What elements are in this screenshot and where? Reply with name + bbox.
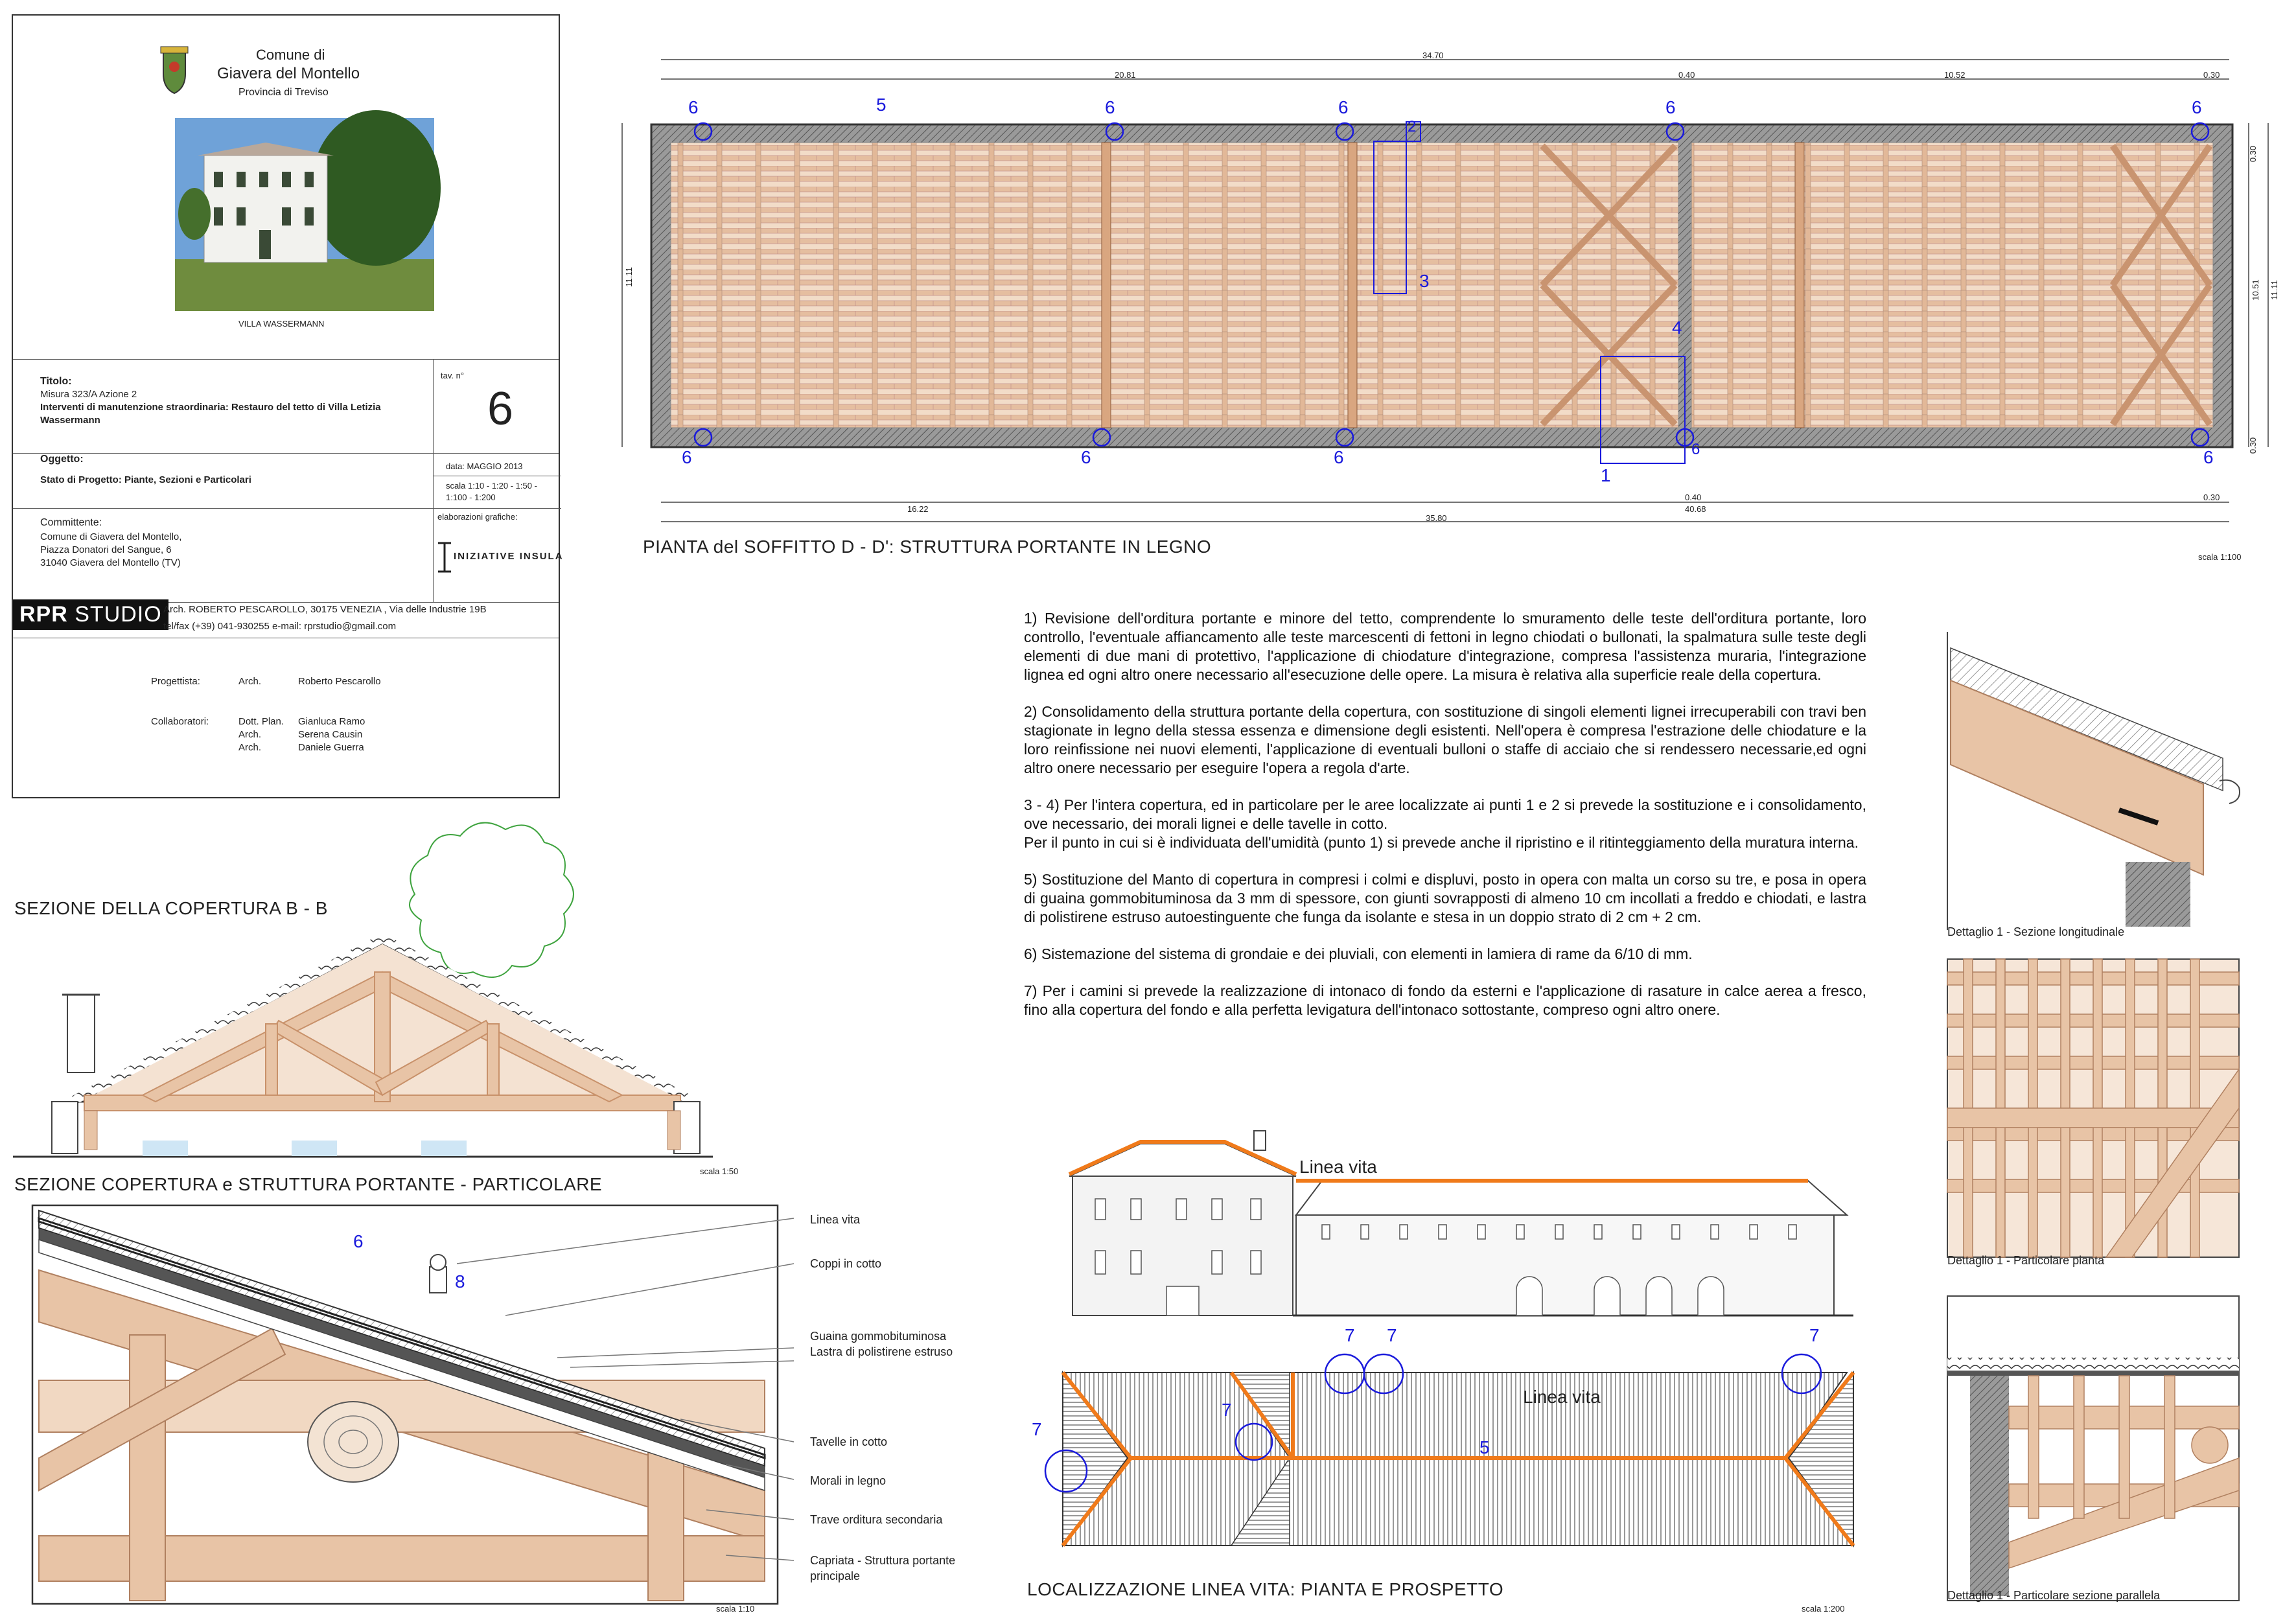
photo-caption: VILLA WASSERMANN bbox=[238, 319, 325, 329]
label-capriata-2: principale bbox=[810, 1570, 861, 1582]
committente-3: 31040 Giavera del Montello (TV) bbox=[40, 557, 181, 568]
plan-marker-6c: 6 bbox=[1338, 97, 1349, 117]
committente-label: Committente: bbox=[40, 517, 102, 528]
comune-line2: Giavera del Montello bbox=[217, 65, 360, 82]
label-capriata-1: Capriata - Struttura portante bbox=[810, 1554, 956, 1567]
lifeline-marker-5: 5 bbox=[1479, 1437, 1490, 1457]
lifeline-marker-7b: 7 bbox=[1387, 1325, 1397, 1345]
collab-title-3: Arch. bbox=[238, 742, 262, 753]
note-2: 2) Consolidamento della struttura portante della copertura, con sostituzione di singoli elementi lignei irrecuperabili con travi ben stagionate in legno della stessa essenza e dimensione degli esistenti. Nell'opera è compresa l'estrazione delle chiodature e la loro reinfissione nei nuovi elementi, l'applicazione di eventuali bulloni o staffe di acciaio che si rendessero necessarie,ed ogni altro onere necessario per eseguire l'opera a regola d'arte. bbox=[1024, 703, 1866, 776]
detail-marker-6: 6 bbox=[353, 1231, 364, 1251]
label-morali: Morali in legno bbox=[810, 1474, 887, 1487]
studio-bold: RPR bbox=[19, 602, 68, 627]
details-drawing bbox=[1947, 632, 2240, 1601]
plan-dim-side-1: 0.30 bbox=[2248, 145, 2258, 163]
plan-dim-side-3: 11.11 bbox=[2269, 280, 2279, 300]
label-guaina: Guaina gommobituminosa bbox=[810, 1330, 947, 1343]
section-detail-drawing bbox=[32, 1205, 794, 1604]
label-tavelle: Tavelle in cotto bbox=[810, 1435, 888, 1448]
plan-dim-top-3: 10.52 bbox=[1944, 70, 1966, 80]
collab-name-2: Serena Causin bbox=[298, 729, 363, 740]
titolo-line2: Interventi di manutenzione straordinaria: Restauro del tetto di Villa Letizia bbox=[40, 402, 381, 413]
section-detail-title: SEZIONE COPERTURA e STRUTTURA PORTANTE - PARTICOLARE bbox=[14, 1174, 603, 1194]
label-trave: Trave orditura secondaria bbox=[810, 1513, 943, 1526]
data-value: data: MAGGIO 2013 bbox=[446, 461, 523, 471]
studio-contacts: tel/fax (+39) 041-930255 e-mail: rprstudio@gmail.com bbox=[163, 621, 397, 632]
note-1: 1) Revisione dell'orditura portante e minore del tetto, comprendente lo smuramento delle teste dell'orditura portante, loro controllo, l'eventuale affiancamento alle teste marcescenti di fettoni in legno chiodati o bullonati, la spalmatura sulle teste degli elementi di due mani di protettivo, l'applicazione di chiodature d'integrazione, compresa l'assistenza muraria, l'integrazione lignea ed ogni altro onere necessario all'esecuzione delle opere. La misura è relativa alla superficie reale della copertura. bbox=[1024, 610, 1866, 683]
oggetto-label: Oggetto: bbox=[40, 454, 84, 465]
note-6: 6) Sistemazione del sistema di grondaie e dei pluviali, con elementi in lamiera di rame da 6/10 di mm. bbox=[1024, 945, 1693, 962]
plan-marker-6d: 6 bbox=[1665, 97, 1676, 117]
collaboratori-label: Collaboratori: bbox=[151, 716, 209, 727]
plan-dim-side-0: 11.11 bbox=[623, 267, 634, 287]
elaborazioni-label: elaborazioni grafiche: bbox=[437, 512, 518, 522]
plan-dim-side-4: 0.30 bbox=[2248, 437, 2258, 454]
plan-marker-1: 1 bbox=[1601, 465, 1611, 485]
plan-dim-top-0: 34.70 bbox=[1422, 51, 1444, 60]
progettista-name: Roberto Pescarollo bbox=[298, 676, 381, 687]
scala-line1: scala 1:10 - 1:20 - 1:50 - bbox=[446, 481, 537, 491]
note-3a: 3 - 4) Per l'intera copertura, ed in particolare per le aree localizzate ai punti 1 e 2 si prevede la sostituzione e i consolidamento, ove necessario, dei morali lignei e delle tavelle in cotto. bbox=[1024, 796, 1866, 832]
plan-marker-5: 5 bbox=[876, 95, 887, 115]
plan-marker-6b: 6 bbox=[1105, 97, 1115, 117]
committente-1: Comune di Giavera del Montello, bbox=[40, 531, 182, 542]
tav-label: tav. n° bbox=[441, 371, 465, 380]
plan-dim-bottom-4: 0.30 bbox=[2203, 492, 2220, 502]
note-7: 7) Per i camini si prevede la realizzazione di intonaco di fondo da esterni e l'applicazione di rasature in calce aerea a fresco, fino alla copertura del fondo e alla perfetta levigatura dell'intonaco sottostante, compreso ogni altro onere. bbox=[1024, 982, 1866, 1018]
plan-marker-6a: 6 bbox=[688, 97, 699, 117]
note-3b: Per il punto in cui si è individuata dell'umidità (punto 1) si prevede anche il ripristino e il ritinteggiamento della muratura interna. bbox=[1024, 834, 1859, 851]
section-detail-scale: scala 1:10 bbox=[716, 1604, 755, 1614]
roof-plan-drawing bbox=[622, 60, 2268, 522]
plan-marker-6j: 6 bbox=[2203, 447, 2214, 467]
detail-caption-1: Dettaglio 1 - Sezione longitudinale bbox=[1947, 925, 2125, 938]
plan-marker-4: 4 bbox=[1672, 318, 1682, 338]
plan-dim-bottom-1: 16.22 bbox=[907, 504, 929, 514]
comune-line1: Comune di bbox=[256, 47, 325, 63]
lifeline-marker-7e: 7 bbox=[1032, 1419, 1042, 1439]
section-bb-title: SEZIONE DELLA COPERTURA B - B bbox=[14, 898, 328, 918]
note-5: 5) Sostituzione del Manto di copertura in compresi i colmi e displuvi, posto in opera con malta un corso su tre, e posa in opera di guaina gommobituminosa da 3 mm di spessore, con giunti sovrapposti di almeno 10 cm incollati a freddo e chiodati, e lastra di polistirene estruso autoestinguente che funga da isolante e stesa in un doppio strato di 2 cm + 2 cm. bbox=[1024, 871, 1866, 925]
lifeline-marker-7a: 7 bbox=[1345, 1325, 1355, 1345]
lifeline-label-plan: Linea vita bbox=[1523, 1387, 1601, 1407]
scala-line2: 1:100 - 1:200 bbox=[446, 492, 496, 502]
collab-title-1: Dott. Plan. bbox=[238, 716, 284, 727]
plan-dim-top-4: 0.30 bbox=[2203, 70, 2220, 80]
tav-number: 6 bbox=[487, 383, 514, 435]
lifeline-elevation-drawing bbox=[1069, 1131, 1853, 1315]
studio-rest: STUDIO bbox=[75, 602, 162, 627]
plan-dim-bottom-0: 0.40 bbox=[1685, 492, 1702, 502]
collab-title-2: Arch. bbox=[238, 729, 262, 740]
intervention-notes bbox=[1024, 609, 1866, 1019]
titolo-line3: Wassermann bbox=[40, 415, 100, 426]
provincia: Provincia di Treviso bbox=[238, 87, 329, 98]
plan-dim-bottom-3: 35.80 bbox=[1426, 513, 1447, 523]
lifeline-label-elevation: Linea vita bbox=[1299, 1157, 1377, 1177]
plan-marker-3: 3 bbox=[1419, 271, 1430, 291]
plan-marker-2: 2 bbox=[1408, 118, 1417, 135]
lifeline-scale: scala 1:200 bbox=[1802, 1604, 1845, 1614]
section-bb-drawing bbox=[13, 823, 713, 1157]
plan-marker-6f: 6 bbox=[682, 447, 692, 467]
progettista-title: Arch. bbox=[238, 676, 262, 687]
titolo-label: Titolo: bbox=[40, 376, 72, 387]
plan-dim-top-1: 20.81 bbox=[1115, 70, 1136, 80]
plan-scale: scala 1:100 bbox=[2198, 552, 2242, 562]
lifeline-title: LOCALIZZAZIONE LINEA VITA: PIANTA E PROSPETTO bbox=[1027, 1579, 1504, 1599]
detail-marker-8: 8 bbox=[455, 1271, 465, 1292]
committente-2: Piazza Donatori del Sangue, 6 bbox=[40, 544, 172, 555]
lifeline-plan-drawing bbox=[1045, 1354, 1853, 1546]
titolo-line1: Misura 323/A Azione 2 bbox=[40, 389, 137, 400]
oggetto-value: Stato di Progetto: Piante, Sezioni e Particolari bbox=[40, 474, 251, 485]
label-lastra: Lastra di polistirene estruso bbox=[810, 1345, 953, 1358]
studio-logo bbox=[13, 599, 168, 630]
label-linea-vita: Linea vita bbox=[810, 1213, 861, 1226]
plan-marker-6i: 6 bbox=[1691, 441, 1700, 458]
insula-name: INIZIATIVE INSULA bbox=[454, 551, 564, 562]
plan-marker-6g: 6 bbox=[1081, 447, 1091, 467]
lifeline-marker-7c: 7 bbox=[1809, 1325, 1820, 1345]
plan-dim-bottom-2: 40.68 bbox=[1685, 504, 1706, 514]
lifeline-marker-7d: 7 bbox=[1222, 1400, 1232, 1420]
section-bb-scale: scala 1:50 bbox=[700, 1166, 739, 1176]
plan-dim-top-2: 0.40 bbox=[1678, 70, 1695, 80]
plan-title: PIANTA del SOFFITTO D - D': STRUTTURA PORTANTE IN LEGNO bbox=[643, 537, 1212, 557]
plan-dim-side-2: 10.51 bbox=[2250, 279, 2260, 301]
detail-caption-2: Dettaglio 1 - Particolare pianta bbox=[1947, 1254, 2105, 1267]
plan-marker-6e: 6 bbox=[2192, 97, 2202, 117]
progettista-label: Progettista: bbox=[151, 676, 200, 687]
collab-name-3: Daniele Guerra bbox=[298, 742, 364, 753]
detail-caption-3: Dettaglio 1 - Particolare sezione parallela bbox=[1947, 1589, 2161, 1602]
plan-marker-6h: 6 bbox=[1334, 447, 1344, 467]
label-coppi: Coppi in cotto bbox=[810, 1257, 882, 1270]
studio-address: Arch. ROBERTO PESCAROLLO, 30175 VENEZIA , Via delle Industrie 19B bbox=[163, 604, 487, 615]
collab-name-1: Gianluca Ramo bbox=[298, 716, 365, 727]
